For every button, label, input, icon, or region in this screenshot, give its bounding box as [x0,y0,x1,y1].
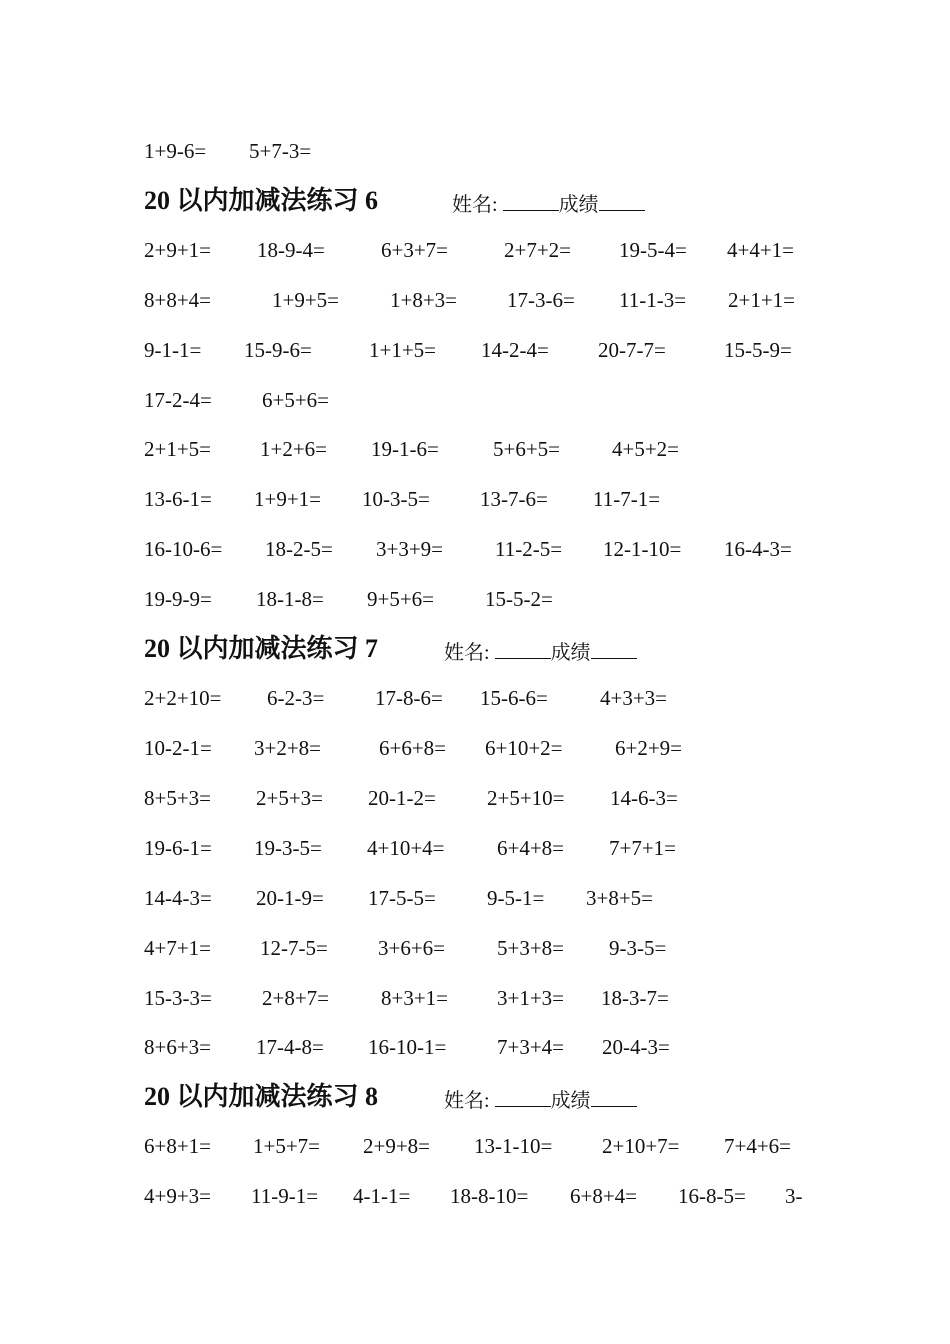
problem: 6+6+8= [379,736,447,760]
problem: 13-7-6= [480,487,548,511]
problem: 19-5-4= [619,238,687,262]
problem: 8+3+1= [381,986,449,1010]
name-blank [495,638,551,659]
problem: 17-8-6= [375,686,443,710]
problem: 17-5-5= [368,886,436,910]
problem: 17-3-6= [507,288,575,312]
problem: 6+3+7= [381,238,449,262]
problem: 11-2-5= [495,537,563,561]
heading-title: 20 以内加减法练习 7 [144,634,379,663]
problem: 1+9+5= [272,288,340,312]
problem: 18-1-8= [256,587,324,611]
problem: 2+2+10= [144,686,222,710]
worksheet-heading-6 [144,185,599,217]
problem: 2+1+1= [728,288,796,312]
problem: 4+5+2= [612,437,680,461]
problem: 8+8+4= [144,288,212,312]
problem: 17-4-8= [256,1035,324,1059]
problem: 3+3+9= [376,537,444,561]
problem: 10-2-1= [144,736,212,760]
problem: 15-9-6= [244,338,312,362]
problem: 1+9-6= [144,139,207,163]
problem: 15-5-2= [485,587,553,611]
problem: 11-9-1= [251,1184,319,1208]
problem: 10-3-5= [362,487,430,511]
problem: 7+3+4= [497,1035,565,1059]
name-blank [495,1086,551,1107]
problem: 9-5-1= [487,886,545,910]
problem: 19-3-5= [254,836,322,860]
problem: 6-2-3= [267,686,325,710]
problem: 18-3-7= [601,986,669,1010]
problem: 19-9-9= [144,587,212,611]
problem: 6+2+9= [615,736,683,760]
problem: 7+7+1= [609,836,677,860]
problem: 4+9+3= [144,1184,212,1208]
problem: 16-8-5= [678,1184,746,1208]
problem: 1+5+7= [253,1134,321,1158]
problem: 14-4-3= [144,886,212,910]
problem: 13-1-10= [474,1134,553,1158]
problem: 2+10+7= [602,1134,680,1158]
problem: 19-6-1= [144,836,212,860]
problem: 5+7-3= [249,139,312,163]
score-blank [591,638,637,659]
problem: 8+5+3= [144,786,212,810]
problem: 13-6-1= [144,487,212,511]
heading-title: 20 以内加减法练习 8 [144,1082,379,1111]
problem: 19-1-6= [371,437,439,461]
problem: 18-8-10= [450,1184,529,1208]
problem: 15-3-3= [144,986,212,1010]
problem: 8+6+3= [144,1035,212,1059]
problem: 3- [785,1184,803,1208]
name-score-fields [444,1085,637,1117]
worksheet-heading-8 [144,1081,591,1113]
problem: 6+5+6= [262,388,330,412]
problem: 4+7+1= [144,936,212,960]
problem: 6+10+2= [485,736,563,760]
problem: 1+9+1= [254,487,322,511]
problem: 5+3+8= [497,936,565,960]
name-label: 姓名: [444,1090,490,1112]
problem: 1+2+6= [260,437,328,461]
problem: 1+8+3= [390,288,458,312]
score-blank [599,190,645,211]
problem: 20-4-3= [602,1035,670,1059]
problem: 2+9+1= [144,238,212,262]
problem: 3+2+8= [254,736,322,760]
score-label: 成绩 [550,1090,591,1112]
problem: 4+4+1= [727,238,795,262]
problem: 16-10-6= [144,537,223,561]
problem: 2+5+3= [256,786,324,810]
problem: 16-4-3= [724,537,792,561]
problem: 2+8+7= [262,986,330,1010]
score-blank [591,1086,637,1107]
problem: 9-3-5= [609,936,667,960]
name-blank [503,190,559,211]
heading-title: 20 以内加减法练习 6 [144,186,379,215]
problem: 15-5-9= [724,338,792,362]
problem: 20-7-7= [598,338,666,362]
problem: 12-1-10= [603,537,682,561]
problem: 5+6+5= [493,437,561,461]
score-label: 成绩 [550,642,591,664]
problem: 14-6-3= [610,786,678,810]
problem: 1+1+5= [369,338,437,362]
problem: 18-2-5= [265,537,333,561]
problem: 20-1-2= [368,786,436,810]
problem: 12-7-5= [260,936,328,960]
problem: 2+1+5= [144,437,212,461]
problem: 6+8+4= [570,1184,638,1208]
problem: 15-6-6= [480,686,548,710]
problem: 6+8+1= [144,1134,212,1158]
problem: 20-1-9= [256,886,324,910]
problem: 11-7-1= [593,487,661,511]
problem: 11-1-3= [619,288,687,312]
problem: 4-1-1= [353,1184,411,1208]
score-label: 成绩 [558,194,599,216]
problem: 2+5+10= [487,786,565,810]
name-label: 姓名: [452,194,498,216]
problem: 16-10-1= [368,1035,447,1059]
problem: 6+4+8= [497,836,565,860]
problem: 9-1-1= [144,338,202,362]
name-score-fields [444,637,637,669]
problem: 2+7+2= [504,238,572,262]
problem: 4+10+4= [367,836,445,860]
problem: 18-9-4= [257,238,325,262]
name-label: 姓名: [444,642,490,664]
worksheet-heading-7 [144,633,591,665]
problem: 3+6+6= [378,936,446,960]
problem: 9+5+6= [367,587,435,611]
problem: 3+8+5= [586,886,654,910]
problem: 4+3+3= [600,686,668,710]
problem: 3+1+3= [497,986,565,1010]
problem: 7+4+6= [724,1134,792,1158]
name-score-fields [452,189,645,221]
problem: 14-2-4= [481,338,549,362]
problem: 17-2-4= [144,388,212,412]
problem: 2+9+8= [363,1134,431,1158]
